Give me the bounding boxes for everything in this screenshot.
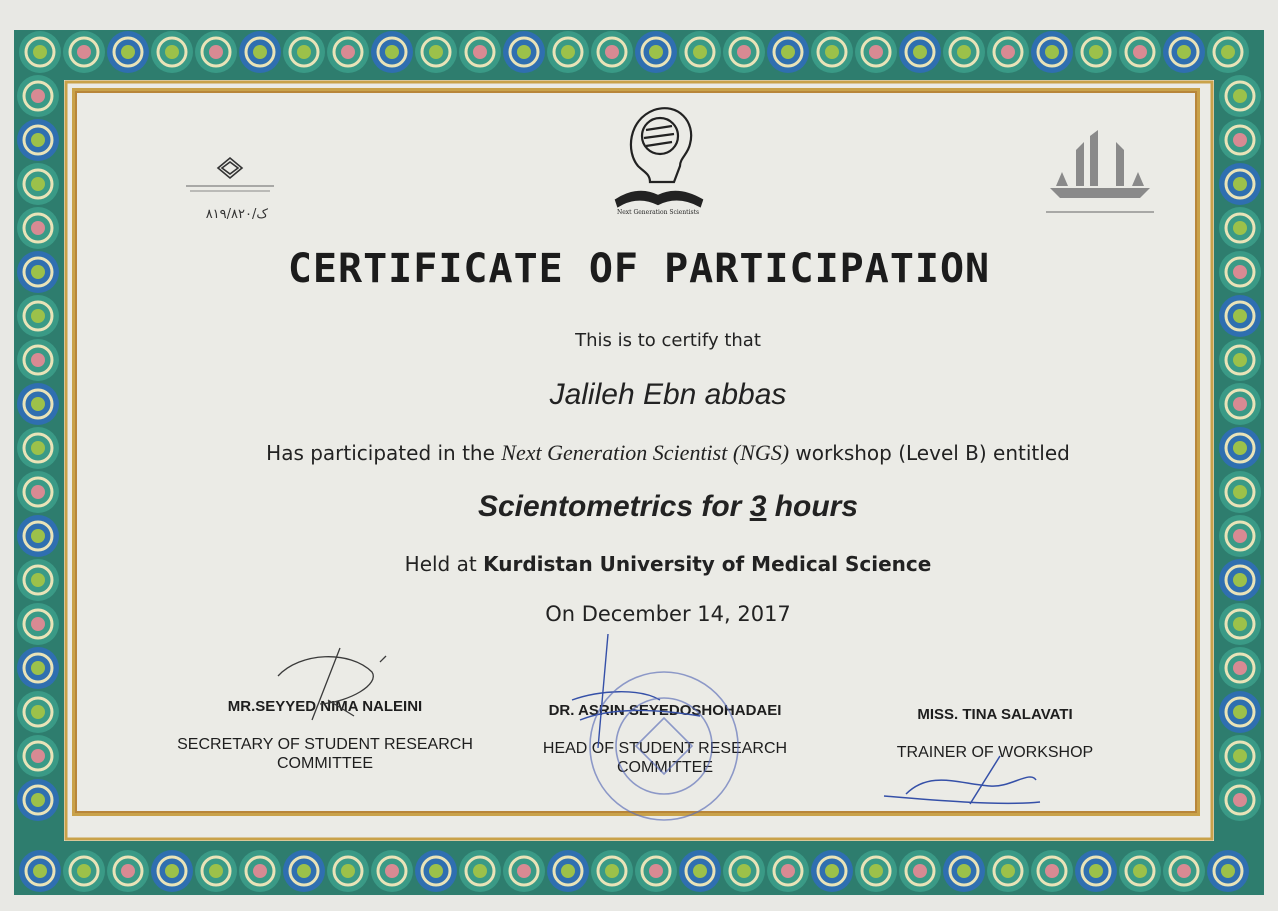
reference-number: ۸۱۹/۸۲۰/ک (205, 207, 268, 222)
border-flower-motif (1207, 850, 1249, 892)
border-flower-motif (635, 31, 677, 73)
signatory-name: DR. ASRIN SEYEDOSHOHADAEI (548, 702, 782, 719)
signatory-name: MR.SEYYED NIMA NALEINI (227, 698, 423, 715)
ngs-logo (608, 96, 708, 218)
program-name: Next Generation Scientist (NGS) (501, 440, 790, 465)
border-flower-motif (767, 850, 809, 892)
border-flower-motif (723, 850, 765, 892)
border-flower-motif (1075, 850, 1117, 892)
participation-prefix: Has participated in the (266, 441, 502, 465)
role-line-1: HEAD OF STUDENT RESEARCH (542, 740, 788, 757)
border-flower-motif (283, 31, 325, 73)
signatory-name: MISS. TINA SALAVATI (917, 706, 1073, 723)
border-flower-motif (1219, 75, 1261, 117)
border-flower-motif (151, 850, 193, 892)
border-flower-motif (635, 850, 677, 892)
border-flower-motif (17, 779, 59, 821)
participation-suffix: workshop (Level B) entitled (789, 441, 1070, 465)
border-flower-motif (239, 31, 281, 73)
border-flower-motif (855, 31, 897, 73)
border-flower-motif (723, 31, 765, 73)
border-flower-motif (195, 850, 237, 892)
role-line-1: TRAINER OF WORKSHOP (896, 744, 1094, 761)
border-flower-motif (1219, 691, 1261, 733)
border-flower-motif (459, 31, 501, 73)
border-flower-motif (591, 850, 633, 892)
border-flower-motif (1219, 647, 1261, 689)
topic-suffix: hours (766, 490, 859, 523)
border-flower-motif (195, 31, 237, 73)
border-flower-motif (1163, 850, 1205, 892)
border-flower-motif (415, 850, 457, 892)
held-prefix: Held at (404, 552, 484, 576)
workshop-topic (0, 490, 1278, 524)
registry-stamp-logo (180, 150, 280, 226)
border-flower-motif (987, 31, 1029, 73)
border-flower-motif (371, 31, 413, 73)
border-flower-motif (17, 735, 59, 777)
border-flower-motif (17, 647, 59, 689)
border-flower-motif (327, 850, 369, 892)
border-flower-motif (1219, 735, 1261, 777)
signatory-role (500, 739, 830, 777)
border-flower-motif (415, 31, 457, 73)
border-flower-motif (679, 31, 721, 73)
certify-text: This is to certify that (575, 330, 761, 351)
held-place: Kurdistan University of Medical Science (483, 552, 932, 576)
border-flower-motif (811, 31, 853, 73)
border-flower-motif (19, 850, 61, 892)
border-flower-motif (503, 850, 545, 892)
border-flower-motif (899, 850, 941, 892)
border-flower-motif (1119, 850, 1161, 892)
border-flower-motif (679, 850, 721, 892)
border-flower-motif (327, 31, 369, 73)
role-line-1: SECRETARY OF STUDENT RESEARCH (177, 736, 473, 753)
border-flower-motif (943, 850, 985, 892)
border-flower-motif (1219, 163, 1261, 205)
role-line-2: COMMITTEE (617, 759, 713, 776)
border-flower-motif (63, 31, 105, 73)
signatory-role (860, 743, 1130, 762)
border-flower-motif (107, 850, 149, 892)
border-flower-motif (1031, 850, 1073, 892)
signatory-trainer (860, 706, 1130, 762)
border-flower-motif (283, 850, 325, 892)
border-flower-motif (1219, 119, 1261, 161)
participation-statement (0, 440, 1278, 466)
border-flower-motif (591, 31, 633, 73)
border-flower-motif (239, 850, 281, 892)
border-flower-motif (1219, 207, 1261, 249)
border-flower-motif (17, 691, 59, 733)
ngs-caption: Next Generation Scientists (616, 209, 700, 216)
border-flower-motif (1119, 31, 1161, 73)
border-flower-motif (547, 31, 589, 73)
border-flower-motif (459, 850, 501, 892)
border-flower-motif (19, 31, 61, 73)
border-flower-motif (503, 31, 545, 73)
certificate-date: On December 14, 2017 (545, 602, 791, 626)
topic-hours: 3 (749, 490, 767, 523)
border-flower-motif (17, 75, 59, 117)
certificate-title: CERTIFICATE OF PARTICIPATION (287, 246, 991, 292)
border-flower-motif (63, 850, 105, 892)
border-flower-motif (1163, 31, 1205, 73)
signatory-secretary (160, 698, 490, 773)
signatory-role (160, 735, 490, 773)
border-flower-motif (855, 850, 897, 892)
role-line-2: COMMITTEE (277, 755, 373, 772)
border-flower-motif (371, 850, 413, 892)
signatory-head (500, 702, 830, 777)
border-flower-motif (1031, 31, 1073, 73)
border-flower-motif (17, 163, 59, 205)
border-flower-motif (767, 31, 809, 73)
border-flower-motif (811, 850, 853, 892)
border-flower-motif (1219, 779, 1261, 821)
topic-prefix: Scientometrics for (477, 490, 750, 523)
border-flower-motif (17, 119, 59, 161)
border-flower-motif (1207, 31, 1249, 73)
border-flower-motif (1075, 31, 1117, 73)
held-at (0, 552, 1278, 576)
border-flower-motif (943, 31, 985, 73)
university-logo (1040, 128, 1160, 224)
border-flower-motif (107, 31, 149, 73)
border-flower-motif (899, 31, 941, 73)
border-flower-motif (987, 850, 1029, 892)
border-flower-motif (547, 850, 589, 892)
recipient-name: Jalileh Ebn abbas (549, 378, 787, 411)
border-flower-motif (151, 31, 193, 73)
border-flower-motif (17, 207, 59, 249)
